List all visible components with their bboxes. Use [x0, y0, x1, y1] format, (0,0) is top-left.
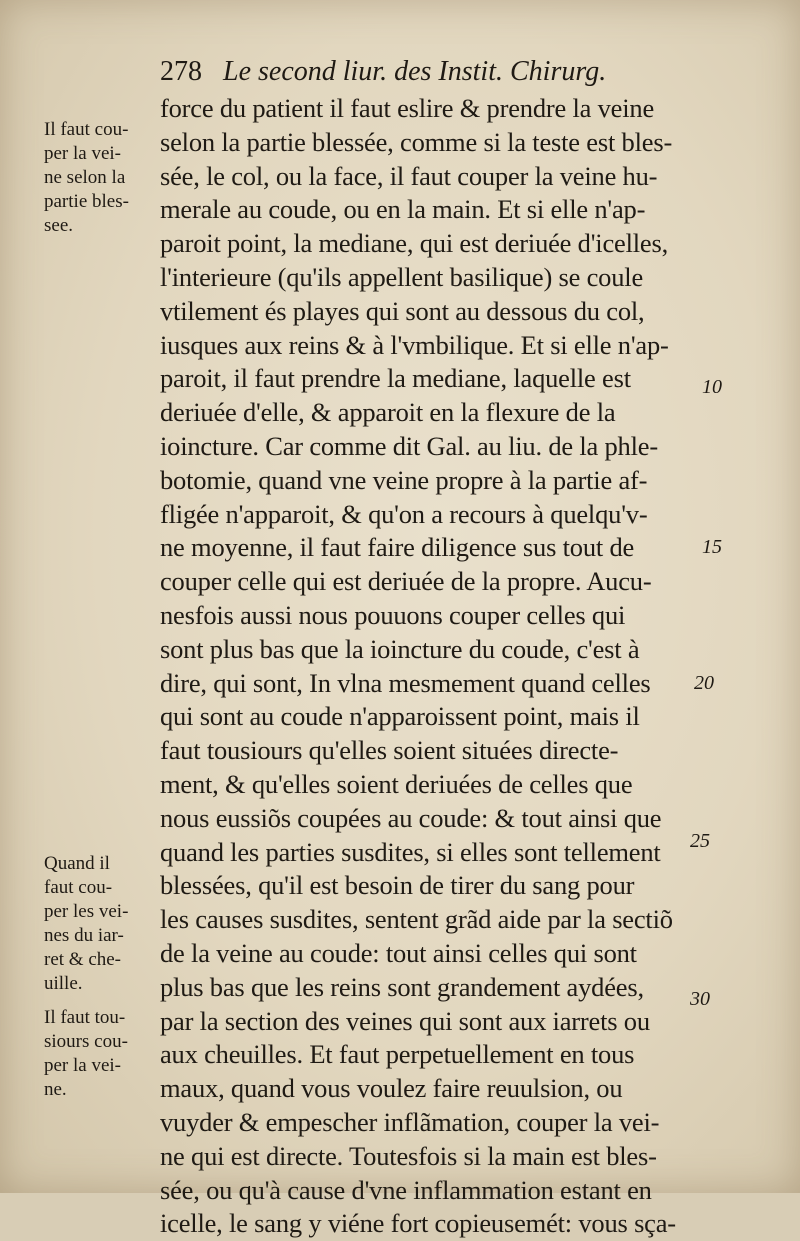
- margin-note-line: per les vei-: [44, 901, 129, 922]
- text-line: de la veine au coude: tout ainsi celles qui sont: [160, 937, 637, 968]
- text-line: couper celle qui est deriuée de la propre. Aucu-: [160, 566, 652, 597]
- margin-note-line: see.: [44, 215, 74, 236]
- margin-note-line: Il faut cou-: [44, 119, 129, 140]
- line-number-25: 25: [690, 830, 710, 852]
- margin-note-2: [44, 852, 156, 996]
- margin-note-3: [44, 1006, 156, 1102]
- text-line: par la section des veines qui sont aux iarrets ou: [160, 1005, 650, 1036]
- text-line: ioincture. Car comme dit Gal. au liu. de la phle-: [160, 430, 658, 461]
- text-line: paroit, il faut prendre la mediane, laquelle est: [160, 363, 631, 394]
- margin-note-line: Quand il: [44, 853, 110, 874]
- text-line: fligée n'apparoit, & qu'on a recours à quelqu'v-: [160, 498, 648, 529]
- text-line: nous eussiõs coupées au coude: & tout ainsi que: [160, 802, 662, 833]
- line-number-20: 20: [694, 672, 714, 694]
- margin-note-line: ne.: [44, 1079, 67, 1100]
- text-line: paroit point, la mediane, qui est deriuée d'icelles,: [160, 228, 669, 259]
- text-line: blessées, qu'il est besoin de tirer du sang pour: [160, 870, 635, 901]
- margin-note-line: Il faut tou-: [44, 1007, 126, 1028]
- text-line: botomie, quand vne veine propre à la partie af-: [160, 464, 648, 495]
- line-number-15: 15: [702, 536, 722, 558]
- text-line: icelle, le sang y viéne fort copieusemét: vous sça-: [160, 1208, 676, 1239]
- main-text-column: [160, 92, 720, 1241]
- line-number-30: 30: [690, 988, 710, 1010]
- text-line: aux cheuilles. Et faut perpetuellement en tous: [160, 1039, 635, 1070]
- margin-note-line: ret & che-: [44, 949, 122, 970]
- text-line: merale au coude, ou en la main. Et si elle n'ap-: [160, 194, 646, 225]
- text-line: vtilement és playes qui sont au dessous du col,: [160, 295, 645, 326]
- text-line: sont plus bas que la ioincture du coude, c'est à: [160, 633, 640, 664]
- text-line: deriuée d'elle, & apparoit en la flexure de la: [160, 397, 616, 428]
- margin-note-line: ne selon la: [44, 167, 126, 188]
- page-number: 278: [160, 56, 202, 87]
- margin-note-line: uille.: [44, 973, 83, 994]
- text-line: qui sont au coude n'apparoissent point, mais il: [160, 701, 640, 732]
- margin-note-line: nes du iar-: [44, 925, 124, 946]
- text-line: faut tousiours qu'elles soient situées directe-: [160, 735, 619, 766]
- margin-note-line: faut cou-: [44, 877, 113, 898]
- text-line: nesfois aussi nous pouuons couper celles qui: [160, 599, 626, 630]
- text-line: les causes susdites, sentent grãd aide par la sectiõ: [160, 904, 673, 935]
- text-line: l'interieure (qu'ils appellent basilique) se coule: [160, 261, 644, 292]
- text-line: sée, le col, ou la face, il faut couper la veine hu-: [160, 160, 658, 191]
- line-number-10: 10: [702, 376, 722, 398]
- text-line: ne qui est directe. Toutesfois si la main est bles-: [160, 1140, 657, 1171]
- margin-note-line: siours cou-: [44, 1031, 128, 1052]
- text-line: quand les parties susdites, si elles sont tellement: [160, 836, 661, 867]
- text-line: plus bas que les reins sont grandement aydées,: [160, 971, 644, 1002]
- text-line: iusques aux reins & à l'vmbilique. Et si elle n'ap-: [160, 329, 669, 360]
- margin-note-line: partie bles-: [44, 191, 129, 212]
- margin-note-1: [44, 118, 156, 238]
- margin-note-line: per la vei-: [44, 143, 122, 164]
- running-title: Le second liur. des Instit. Chirurg.: [223, 56, 607, 87]
- text-line: ne moyenne, il faut faire diligence sus tout de: [160, 532, 635, 563]
- text-line: maux, quand vous voulez faire reuulsion, ou: [160, 1073, 623, 1104]
- text-line: force du patient il faut eslire & prendre la veine: [160, 93, 655, 123]
- text-line: dire, qui sont, In vlna mesmement quand celles: [160, 667, 651, 698]
- text-line: sée, ou qu'à cause d'vne inflammation estant en: [160, 1174, 652, 1205]
- running-header: [160, 56, 720, 96]
- margin-note-line: per la vei-: [44, 1055, 122, 1076]
- text-line: ment, & qu'elles soient deriuées de celles que: [160, 768, 633, 799]
- text-line: vuyder & empescher inflãmation, couper la vei-: [160, 1106, 660, 1137]
- text-line: selon la partie blessée, comme si la teste est bles-: [160, 126, 673, 157]
